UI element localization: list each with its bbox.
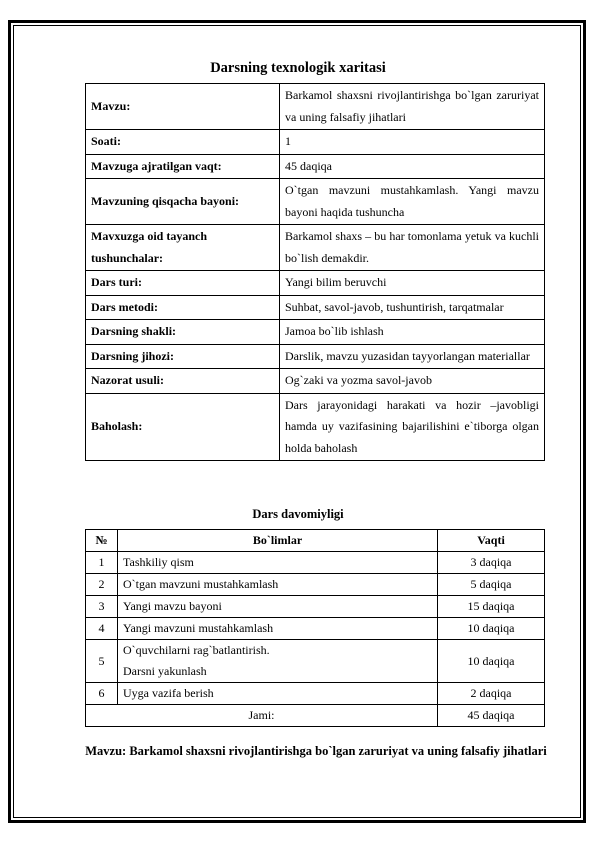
info-label: Baholash:	[86, 393, 280, 461]
info-row	[86, 271, 545, 296]
info-value: Darslik, mavzu yuzasidan tayyorlangan materiallar	[280, 344, 545, 369]
footer-topic: Mavzu: Barkamol shaxsni rivojlantirishga bo`lgan zaruriyat va uning falsafiy jihatlari	[85, 744, 547, 758]
plan-row-part-line: Uyga vazifa berish	[123, 686, 214, 700]
plan-row-num: 5	[86, 640, 118, 683]
info-label: Darsning jihozi:	[86, 344, 280, 369]
plan-row-part-line: Yangi mavzuni mustahkamlash	[123, 621, 274, 635]
plan-row-time: 10 daqiqa	[438, 618, 545, 640]
plan-row	[86, 683, 545, 705]
plan-total-row	[86, 705, 545, 727]
plan-row	[86, 552, 545, 574]
plan-row	[86, 640, 545, 683]
plan-row-part-line: Darsni yakunlash	[123, 664, 207, 678]
plan-row-part-line: O`quvchilarni rag`batlantirish.	[123, 643, 270, 657]
info-row	[86, 393, 545, 461]
plan-header-time: Vaqti	[438, 530, 545, 552]
lesson-info-table	[85, 83, 545, 461]
info-value: 45 daqiqa	[280, 154, 545, 179]
info-value: Barkamol shaxsni rivojlantirishga bo`lgan zaruriyat va uning falsafiy jihatlari	[280, 84, 545, 130]
plan-row	[86, 618, 545, 640]
info-label: Nazorat usuli:	[86, 369, 280, 394]
plan-row-time: 5 daqiqa	[438, 574, 545, 596]
plan-total-label: Jami:	[86, 705, 438, 727]
plan-row-part	[118, 618, 438, 640]
plan-row-num: 3	[86, 596, 118, 618]
plan-header-num: №	[86, 530, 118, 552]
plan-row-time: 10 daqiqa	[438, 640, 545, 683]
plan-row-time: 2 daqiqa	[438, 683, 545, 705]
info-value: 1	[280, 130, 545, 155]
plan-header-row	[86, 530, 545, 552]
info-value: Dars jarayonidagi harakati va hozir –javobligi hamda uy vazifasining bajarilishini e`tiborga olgan holda baholash	[280, 393, 545, 461]
plan-row-part	[118, 574, 438, 596]
info-label: Mavxuzga oid tayanch tushunchalar:	[86, 225, 280, 271]
info-value: Og`zaki va yozma savol-javob	[280, 369, 545, 394]
plan-row-part	[118, 552, 438, 574]
info-value: Jamoa bo`lib ishlash	[280, 320, 545, 345]
plan-row-part	[118, 683, 438, 705]
info-row	[86, 344, 545, 369]
info-label: Mavzuga ajratilgan vaqt:	[86, 154, 280, 179]
plan-row-part	[118, 640, 438, 683]
plan-row-time: 3 daqiqa	[438, 552, 545, 574]
info-row	[86, 84, 545, 130]
info-row	[86, 225, 545, 271]
document-title: Darsning texnologik xaritasi	[210, 60, 386, 76]
info-label: Mavzu:	[86, 84, 280, 130]
info-value: Yangi bilim beruvchi	[280, 271, 545, 296]
plan-total-time: 45 daqiqa	[438, 705, 545, 727]
plan-row	[86, 574, 545, 596]
plan-row	[86, 596, 545, 618]
plan-title: Dars davomiyligi	[252, 507, 344, 521]
plan-row-part-line: Tashkiliy qism	[123, 555, 194, 569]
plan-row-num: 4	[86, 618, 118, 640]
info-value: O`tgan mavzuni mustahkamlash. Yangi mavzu bayoni haqida tushuncha	[280, 179, 545, 225]
info-label: Dars turi:	[86, 271, 280, 296]
info-value: Barkamol shaxs – bu har tomonlama yetuk va kuchli bo`lish demakdir.	[280, 225, 545, 271]
plan-row-part	[118, 596, 438, 618]
plan-header-part: Bo`limlar	[118, 530, 438, 552]
plan-row-part-line: O`tgan mavzuni mustahkamlash	[123, 577, 279, 591]
info-value: Suhbat, savol-javob, tushuntirish, tarqatmalar	[280, 295, 545, 320]
info-row	[86, 295, 545, 320]
info-label: Mavzuning qisqacha bayoni:	[86, 179, 280, 225]
info-label: Darsning shakli:	[86, 320, 280, 345]
plan-row-num: 1	[86, 552, 118, 574]
info-label: Dars metodi:	[86, 295, 280, 320]
info-row	[86, 154, 545, 179]
plan-row-num: 2	[86, 574, 118, 596]
info-row	[86, 130, 545, 155]
info-label: Soati:	[86, 130, 280, 155]
lesson-plan-table	[85, 529, 545, 727]
info-row	[86, 369, 545, 394]
info-row	[86, 179, 545, 225]
info-row	[86, 320, 545, 345]
plan-row-time: 15 daqiqa	[438, 596, 545, 618]
plan-row-num: 6	[86, 683, 118, 705]
plan-row-part-line: Yangi mavzu bayoni	[123, 599, 222, 613]
